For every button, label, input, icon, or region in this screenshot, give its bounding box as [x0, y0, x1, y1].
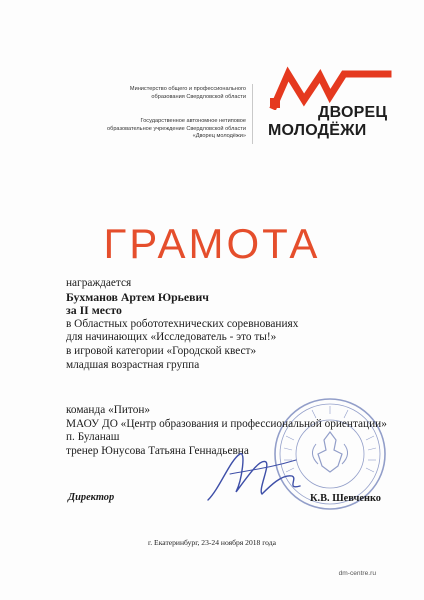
award-line-3: в игровой категории «Городской квест»	[66, 344, 257, 357]
recipient-name: Бухманов Артем Юрьевич	[66, 289, 209, 304]
award-place: за II место	[66, 303, 122, 318]
institution-line-1: Государственное автономное нетиповое	[140, 118, 246, 124]
director-name: К.В. Шевченко	[310, 493, 381, 504]
issue-date: г. Екатеринбург, 23-24 ноября 2018 года	[148, 538, 276, 547]
team-line-1: команда «Питон»	[66, 404, 151, 416]
website-link[interactable]: dm-centre.ru	[338, 570, 376, 577]
ministry-text	[70, 86, 246, 101]
certificate-title: ГРАМОТА	[103, 220, 321, 267]
institution-line-3: «Дворец молодёжи»	[192, 133, 246, 140]
team-line-4: тренер Юнусова Татьяна Геннадьевна	[66, 444, 249, 457]
director-signature-icon	[200, 440, 310, 510]
team-line-2: МАОУ ДО «Центр образования и профессиональной ориентации»	[66, 417, 387, 430]
award-line-1: в Областных робототехнических соревнованиях	[66, 317, 299, 330]
logo-word-molodezhi: МОЛОДЁЖИ	[268, 122, 367, 139]
award-line-2: для начинающих «Исследователь - это ты!»	[66, 331, 277, 344]
award-body	[66, 277, 406, 372]
ministry-line-1: Министерство общего и профессионального	[129, 86, 246, 92]
award-line-4: младшая возрастная группа	[66, 358, 200, 371]
institution-line-2: образовательное учреждение Свердловской области	[107, 125, 246, 132]
header-divider	[252, 84, 253, 144]
team-line-3: п. Буланаш	[66, 431, 120, 444]
logo-word-dvorets: ДВОРЕЦ	[318, 104, 388, 121]
institution-text	[70, 118, 246, 141]
ministry-line-2: образования Свердловской области	[151, 93, 246, 100]
awarded-text: награждается	[66, 277, 132, 289]
director-label: Директор	[68, 492, 115, 503]
